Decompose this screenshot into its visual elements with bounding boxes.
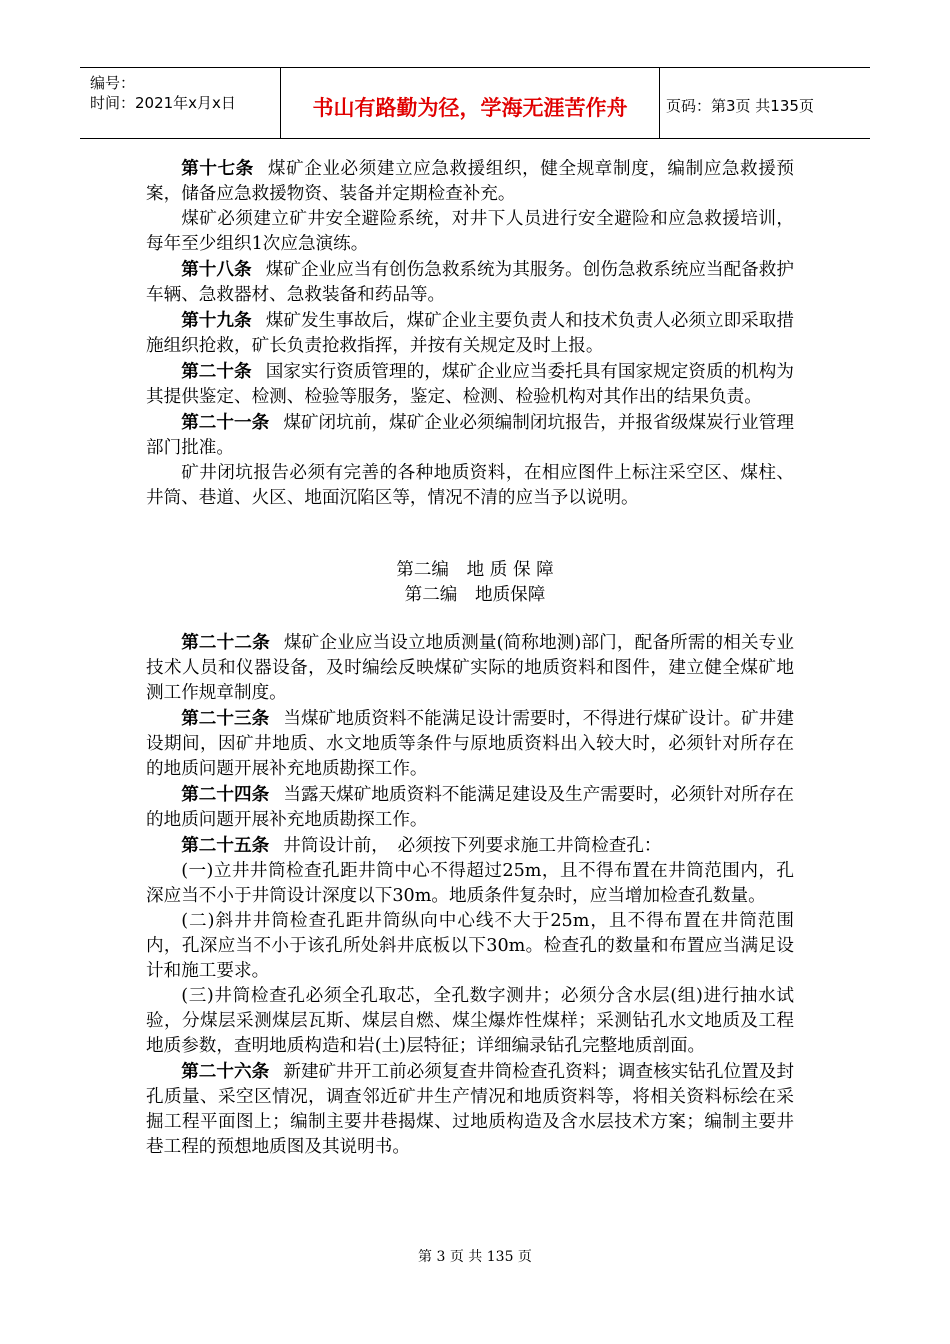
article-paragraph <box>146 706 794 782</box>
article-item <box>146 909 794 984</box>
article-paragraph <box>146 207 794 257</box>
article-paragraph <box>146 257 794 308</box>
article-text: (二)斜井井筒检查孔距井筒纵向中心线不大于25m，且不得布置在井筒范围内，孔深应当不小于该孔所处斜井底板以下30m。检查孔的数量和布置应当满足设计和施工要求。 <box>146 911 794 981</box>
article-label: 第二十一条 <box>181 412 270 433</box>
article-paragraph <box>146 359 794 410</box>
page-header <box>80 67 870 139</box>
article-text: (三)井筒检查孔必须全孔取芯，全孔数字测井；必须分含水层(组)进行抽水试验，分煤层采测煤层瓦斯、煤层自燃、煤尘爆炸性煤样；采测钻孔水文地质及工程地质参数，查明地质构造和岩(土)层特征；详细编录钻孔完整地质剖面。 <box>146 986 794 1056</box>
article-paragraph <box>146 782 794 833</box>
article-label: 第二十条 <box>181 361 252 382</box>
article-paragraph <box>146 461 794 511</box>
section-title: 第二编 地质保障 <box>404 585 546 605</box>
article-list-b <box>146 630 794 1160</box>
document-number-label: 编号： <box>90 74 136 92</box>
article-text: 煤矿企业应当有创伤急救系统为其服务。创伤急救系统应当配备救护车辆、急救器材、急救装备和药品等。 <box>146 260 794 305</box>
article-text: 井筒设计前， 必须按下列要求施工井筒检查孔： <box>283 836 662 856</box>
article-label: 第十八条 <box>181 259 252 280</box>
article-text: 煤矿必须建立矿井安全避险系统，对井下人员进行安全避险和应急救援培训，每年至少组织1次应急演练。 <box>146 209 794 254</box>
article-label: 第十七条 <box>181 158 254 179</box>
section-title-spaced: 第二编 地 质 保 障 <box>396 560 554 580</box>
article-paragraph <box>146 410 794 461</box>
article-paragraph <box>146 833 794 859</box>
article-label: 第二十四条 <box>181 784 270 805</box>
article-text: 煤矿企业必须建立应急救援组织，健全规章制度，编制应急救援预案，储备应急救援物资、装备并定期检查补充。 <box>146 159 794 204</box>
article-text: 当煤矿地质资料不能满足设计需要时，不得进行煤矿设计。矿井建设期间，因矿井地质、水文地质等条件与原地质资料出入较大时，必须针对所存在的地质问题开展补充地质勘探工作。 <box>146 709 794 779</box>
page-footer: 第 3 页 共 135 页 <box>418 1249 532 1265</box>
article-text: 矿井闭坑报告必须有完善的各种地质资料，在相应图件上标注采空区、煤柱、井筒、巷道、火区、地面沉陷区等，情况不清的应当予以说明。 <box>146 463 794 508</box>
article-label: 第二十六条 <box>181 1061 270 1082</box>
article-label: 第二十三条 <box>181 708 270 729</box>
header-meta <box>80 68 281 138</box>
article-text: 煤矿发生事故后，煤矿企业主要负责人和技术负责人必须立即采取措施组织抢救，矿长负责抢救指挥，并按有关规定及时上报。 <box>146 311 794 356</box>
header-page-info: 页码：第3页 共135页 <box>666 97 814 115</box>
header-motto: 书山有路勤为径，学海无涯苦作舟 <box>312 96 628 120</box>
article-paragraph <box>146 156 794 207</box>
article-text: 新建矿井开工前必须复查井筒检查孔资料；调查核实钻孔位置及封孔质量、采空区情况，调查邻近矿井生产情况和地质资料等，将相关资料标绘在采掘工程平面图上；编制主要井巷揭煤、过地质构造及含水层技术方案；编制主要井巷工程的预想地质图及其说明书。 <box>146 1062 794 1157</box>
header-motto-cell <box>281 68 660 138</box>
article-paragraph <box>146 630 794 706</box>
article-item <box>146 984 794 1059</box>
article-label: 第十九条 <box>181 310 252 331</box>
article-text: 煤矿闭坑前，煤矿企业必须编制闭坑报告，并报省级煤炭行业管理部门批准。 <box>146 413 794 458</box>
article-text: 当露天煤矿地质资料不能满足建设及生产需要时，必须针对所存在的地质问题开展补充地质勘探工作。 <box>146 785 794 830</box>
article-paragraph <box>146 1059 794 1160</box>
document-date: 时间：2021年x月x日 <box>90 94 236 112</box>
article-text: (一)立井井筒检查孔距井筒中心不得超过25m，且不得布置在井筒范围内，孔深应当不小于井筒设计深度以下30m。地质条件复杂时，应当增加检查孔数量。 <box>146 861 794 906</box>
article-text: 国家实行资质管理的，煤矿企业应当委托具有国家规定资质的机构为其提供鉴定、检测、检验等服务，鉴定、检测、检验机构对其作出的结果负责。 <box>146 362 794 407</box>
article-text: 煤矿企业应当设立地质测量(简称地测)部门，配备所需的相关专业技术人员和仪器设备，及时编绘反映煤矿实际的地质资料和图件，建立健全煤矿地测工作规章制度。 <box>146 633 794 703</box>
article-item <box>146 859 794 909</box>
article-label: 第二十五条 <box>181 835 270 856</box>
article-list-a <box>146 156 794 511</box>
article-paragraph <box>146 308 794 359</box>
header-page-cell <box>660 68 870 138</box>
article-label: 第二十二条 <box>181 632 270 653</box>
